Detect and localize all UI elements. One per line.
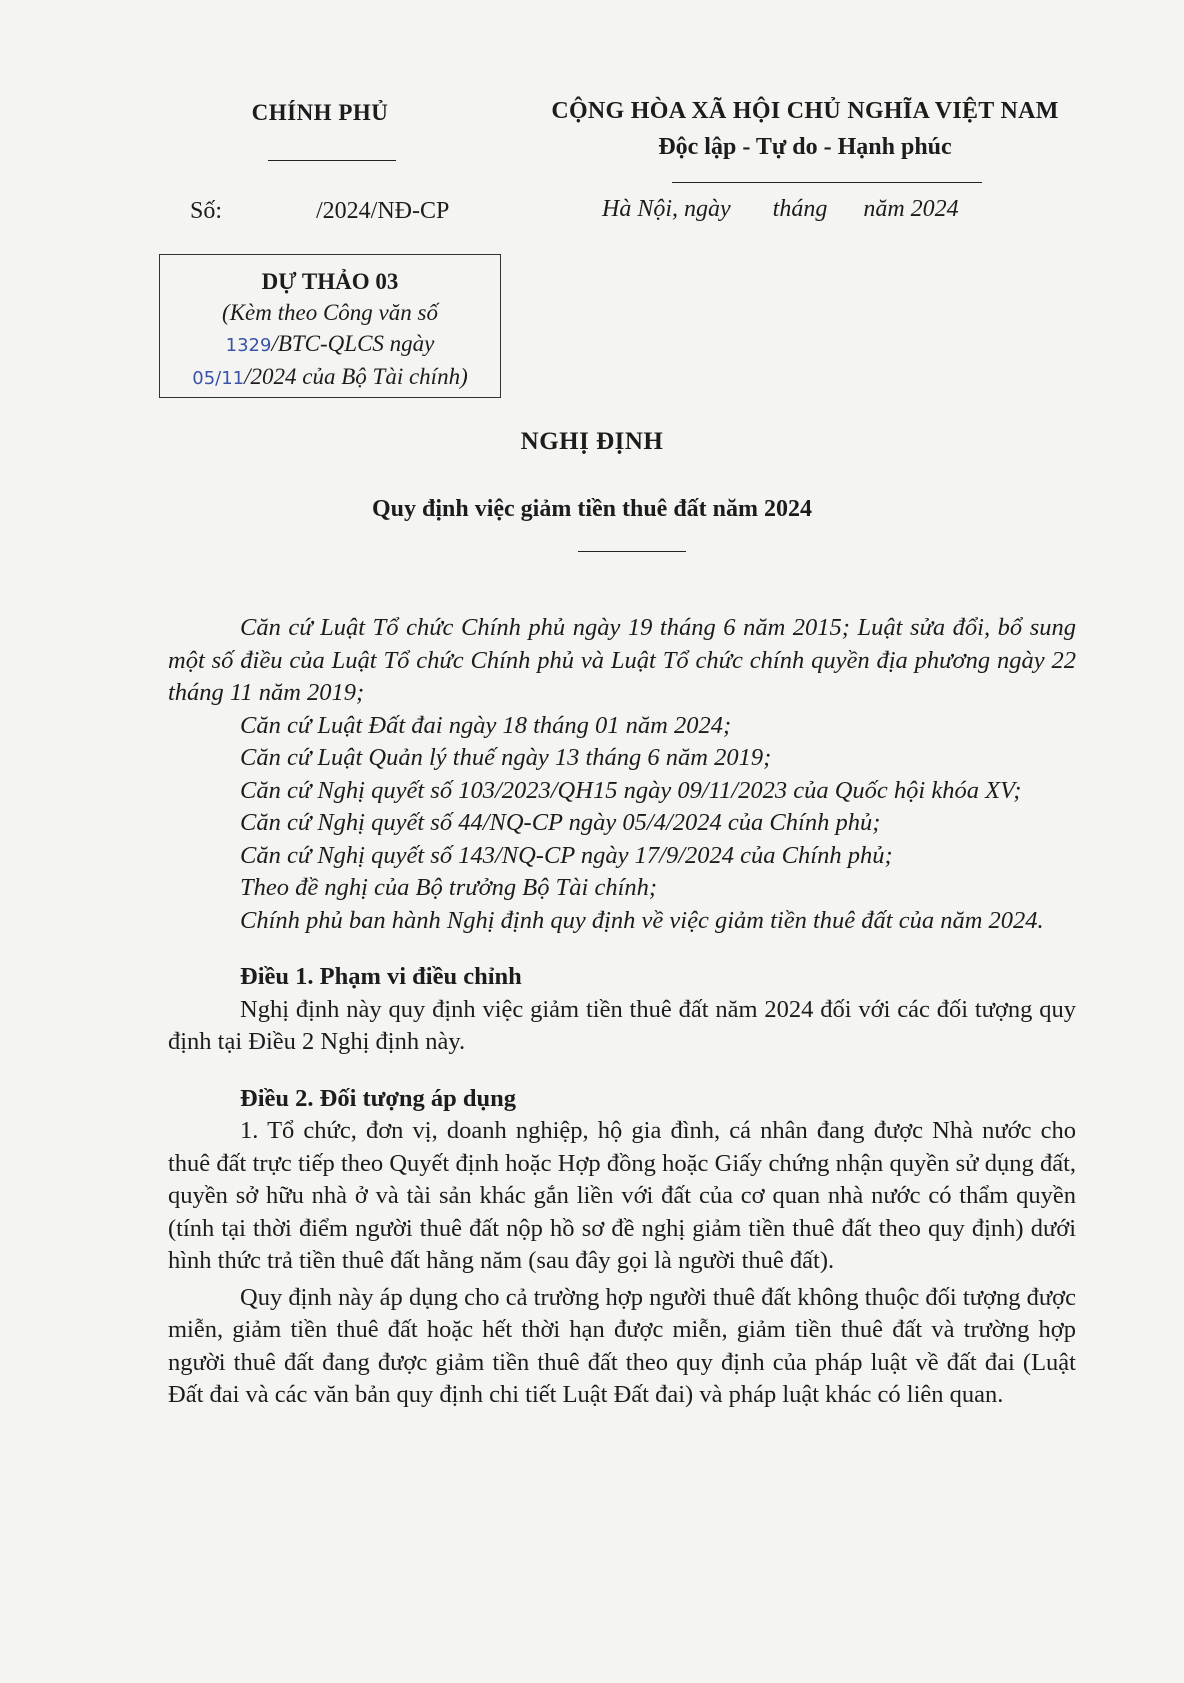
article-paragraph: Quy định này áp dụng cho cả trường hợp người thuê đất không thuộc đối tượng được miễn, giảm tiền thuê đất hoặc hết thời hạn được miễn, giảm tiền thuê đất và trường hợp người thuê đất đang được giảm tiền thuê đất theo quy định của pháp luật về đất đai (Luật Đất đai và các văn bản quy định chi tiết Luật Đất đai) và pháp luật khác có liên quan. bbox=[168, 1283, 1076, 1408]
issuer-underline bbox=[268, 160, 396, 161]
article-heading: Điều 2. Đối tượng áp dụng bbox=[240, 1084, 517, 1112]
national-motto: Độc lập - Tự do - Hạnh phúc bbox=[658, 134, 952, 160]
basis-item: Căn cứ Nghị quyết số 103/2023/QH15 ngày 09/11/2023 của Quốc hội khóa XV; bbox=[240, 776, 1022, 804]
draft-line-2-text: /BTC-QLCS ngày bbox=[271, 331, 435, 356]
basis-item: Căn cứ Luật Tổ chức Chính phủ ngày 19 tháng 6 năm 2015; Luật sửa đổi, bổ sung một số điều của Luật Tổ chức Chính phủ và Luật Tổ chức chính quyền địa phương ngày 22 tháng 11 năm 2019; bbox=[168, 614, 1076, 706]
basis-item: Chính phủ ban hành Nghị định quy định về việc giảm tiền thuê đất của năm 2024. bbox=[240, 906, 1044, 934]
draft-stamp-box bbox=[159, 254, 501, 398]
article-1 bbox=[168, 961, 1076, 1059]
national-title: CỘNG HÒA XÃ HỘI CHỦ NGHĨA VIỆT NAM bbox=[551, 98, 1059, 124]
article-heading: Điều 1. Phạm vi điều chỉnh bbox=[240, 963, 522, 990]
document-type: NGHỊ ĐỊNH bbox=[520, 428, 664, 455]
handwritten-number: 1329 bbox=[225, 335, 272, 356]
draft-title: DỰ THẢO 03 bbox=[261, 269, 399, 294]
document-body bbox=[168, 612, 1076, 1412]
article-paragraph: 1. Tổ chức, đơn vị, doanh nghiệp, hộ gia đình, cá nhân đang được Nhà nước cho thuê đất trực tiếp theo Quyết định hoặc Hợp đồng hoặc Giấy chứng nhận quyền sử dụng đất, quyền sở hữu nhà ở và tài sản khác gắn liền với đất của cơ quan nhà nước có thẩm quyền (tính tại thời điểm người thuê đất nộp hồ sơ đề nghị giảm tiền thuê đất theo quy định) dưới hình thức trả tiền thuê đất hằng năm (sau đây gọi là người thuê đất). bbox=[168, 1117, 1076, 1274]
handwritten-date: 05/11 bbox=[192, 368, 245, 389]
place-date: Hà Nội, ngày tháng năm 2024 bbox=[602, 196, 959, 222]
article-2 bbox=[168, 1083, 1076, 1412]
basis-item: Theo đề nghị của Bộ trưởng Bộ Tài chính; bbox=[240, 874, 658, 901]
draft-line-3 bbox=[160, 361, 500, 394]
title-underline bbox=[578, 551, 686, 552]
basis-item: Căn cứ Nghị quyết số 143/NQ-CP ngày 17/9/2024 của Chính phủ; bbox=[240, 841, 893, 869]
basis-item: Căn cứ Nghị quyết số 44/NQ-CP ngày 05/4/2024 của Chính phủ; bbox=[240, 809, 881, 836]
basis-item: Căn cứ Luật Đất đai ngày 18 tháng 01 năm 2024; bbox=[240, 711, 732, 739]
issuer-name: CHÍNH PHỦ bbox=[251, 100, 389, 125]
motto-underline bbox=[672, 182, 982, 183]
basis-item: Căn cứ Luật Quản lý thuế ngày 13 tháng 6 năm 2019; bbox=[240, 744, 772, 771]
draft-line-3-text: /2024 của Bộ Tài chính) bbox=[244, 364, 468, 389]
doc-number-label: Số: bbox=[190, 198, 223, 224]
doc-number-value: /2024/NĐ-CP bbox=[316, 198, 450, 224]
draft-line-2 bbox=[160, 328, 500, 361]
document-subject: Quy định việc giảm tiền thuê đất năm 2024 bbox=[371, 496, 813, 522]
draft-line-1: (Kèm theo Công văn số bbox=[222, 300, 438, 325]
legal-basis bbox=[168, 612, 1076, 937]
article-paragraph: Nghị định này quy định việc giảm tiền thuê đất năm 2024 đối với các đối tượng quy định tại Điều 2 Nghị định này. bbox=[168, 995, 1076, 1055]
